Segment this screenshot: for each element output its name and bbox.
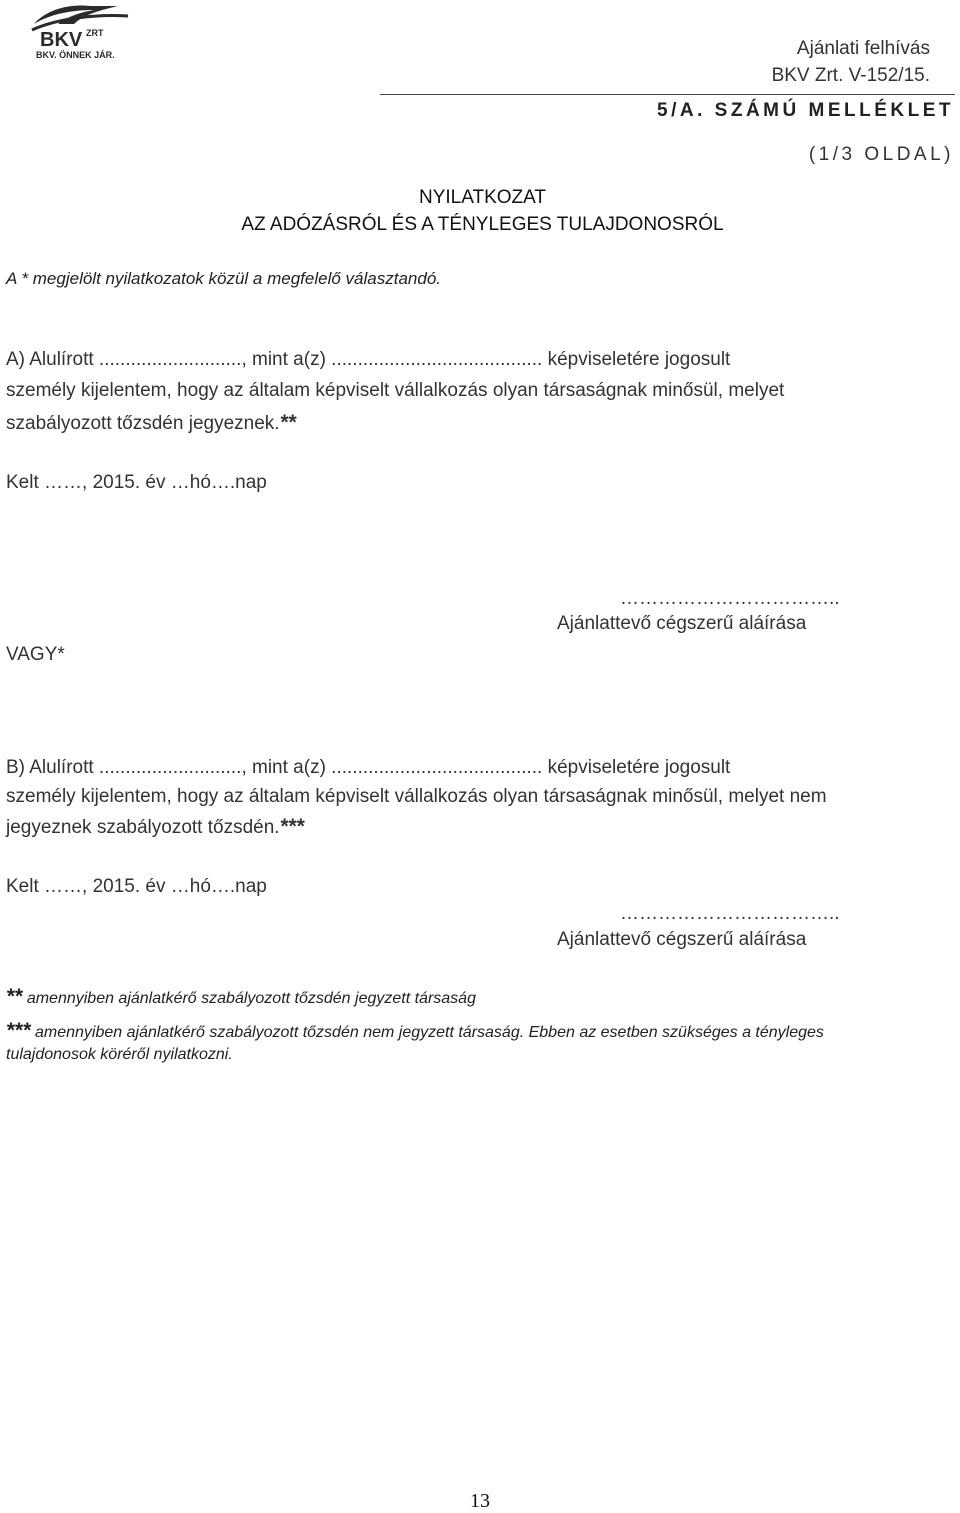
annex-label: 5/A. SZÁMÚ MELLÉKLET — [657, 100, 954, 121]
section-a-stars: ** — [279, 411, 296, 434]
section-b-signature-label: Ajánlattevő cégszerű aláírása — [557, 929, 807, 950]
footnote-1-text: amennyiben ajánlatkérő szabályozott tőzsdén jegyzett társaság — [26, 990, 476, 1007]
section-a-line1: A) Alulírott ..........................., mint a(z) ........................................ képviseletére jogosult — [6, 349, 731, 370]
bkv-logo — [28, 0, 132, 62]
section-a-date: Kelt ……, 2015. év …hó….nap — [6, 472, 267, 493]
section-a-signature-line: …………………………….. — [620, 588, 840, 609]
or-label: VAGY* — [6, 644, 65, 665]
doc-title-line2: AZ ADÓZÁSRÓL ÉS A TÉNYLEGES TULAJDONOSRÓL — [241, 214, 724, 235]
footnote-1-stars: ** — [6, 985, 23, 1008]
section-b-line3 — [6, 812, 304, 842]
footnote-2-stars: *** — [6, 1019, 31, 1042]
header-divider — [380, 94, 955, 95]
page-number: 13 — [470, 1490, 490, 1512]
footnote-2-text: amennyiben ajánlatkérő szabályozott tőzsdén nem jegyzett társaság. Ebben az esetben szükséges a tényleges — [34, 1024, 824, 1041]
page-info: (1/3 OLDAL) — [808, 144, 954, 165]
section-b-line1: B) Alulírott ..........................., mint a(z) ........................................ képviseletére jogosult — [6, 757, 731, 778]
footnote-1 — [6, 985, 476, 1009]
logo-superscript: ZRT — [86, 28, 104, 38]
section-a-signature-label: Ajánlattevő cégszerű aláírása — [557, 613, 807, 634]
logo-slogan: BKV. ÖNNEK JÁR. — [36, 50, 115, 60]
section-a-line3 — [6, 408, 296, 438]
section-a-line3-text: szabályozott tőzsdén jegyeznek. — [6, 413, 280, 434]
section-b-line2: személy kijelentem, hogy az általam képviselt vállalkozás olyan társaságnak minősül, melyet nem — [6, 786, 827, 807]
section-a-line2: személy kijelentem, hogy az általam képviselt vállalkozás olyan társaságnak minősül, melyet — [6, 380, 785, 401]
doc-title-line1: NYILATKOZAT — [418, 187, 547, 208]
header-ref-line2: BKV Zrt. V-152/15. — [771, 65, 930, 86]
section-b-line3-text: jegyeznek szabályozott tőzsdén. — [6, 817, 280, 838]
instruction-note: A * megjelölt nyilatkozatok közül a megfelelő választandó. — [6, 269, 441, 288]
footnote-2 — [6, 1019, 824, 1043]
logo-text: BKV — [40, 29, 83, 51]
section-b-signature-line: …………………………….. — [620, 903, 840, 924]
section-b-stars: *** — [279, 815, 305, 838]
footnote-2-continued: tulajdonosok köréről nyilatkozni. — [6, 1046, 233, 1063]
header-ref-line1: Ajánlati felhívás — [796, 38, 930, 59]
section-b-date: Kelt ……, 2015. év …hó….nap — [6, 876, 267, 897]
